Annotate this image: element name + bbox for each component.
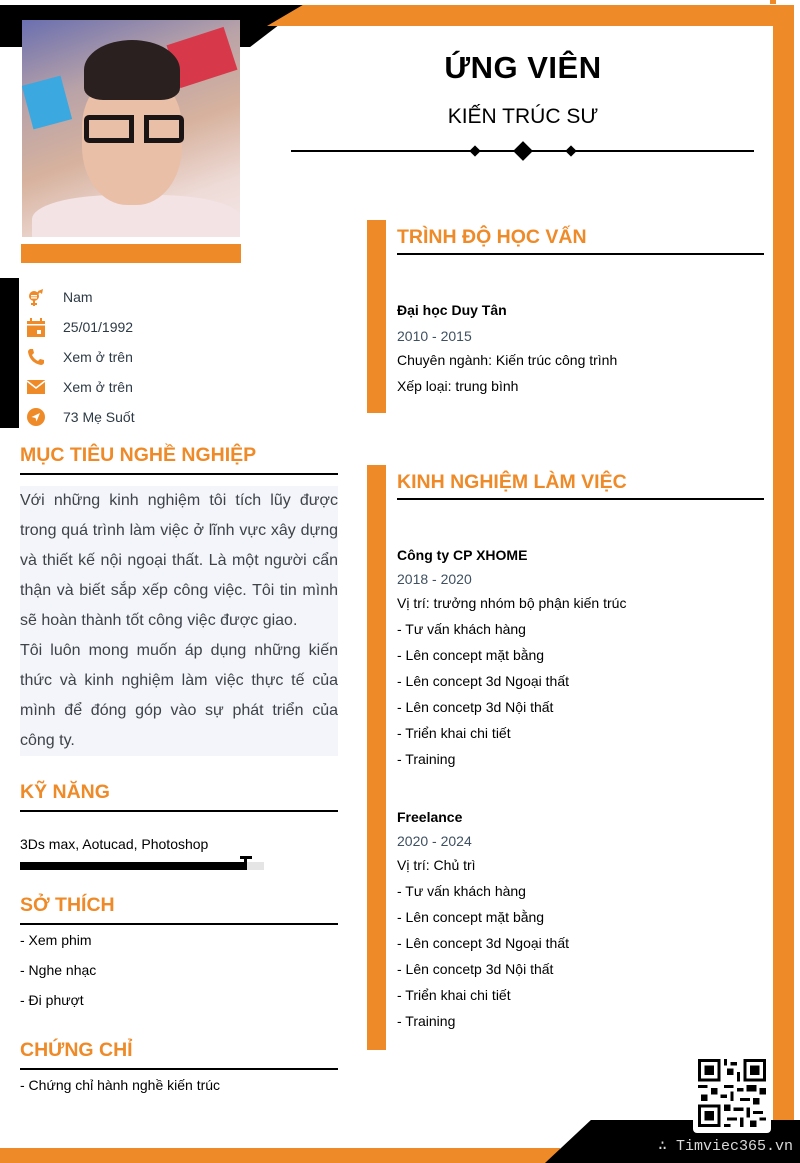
location-icon bbox=[26, 408, 45, 427]
email-icon bbox=[26, 378, 45, 397]
objective-title: MỤC TIÊU NGHỀ NGHIỆP bbox=[20, 444, 257, 466]
skill-level-bar bbox=[20, 862, 264, 870]
experience-accent-bar bbox=[367, 465, 386, 1050]
gender-icon bbox=[26, 288, 45, 307]
education-period: 2010 - 2015 bbox=[397, 328, 472, 344]
company-name: Công ty CP XHOME bbox=[397, 547, 528, 563]
education-grade: Xếp loại: trung bình bbox=[397, 378, 519, 394]
job-position: Vị trí: trưởng nhóm bộ phận kiến trúc bbox=[397, 595, 627, 611]
phone-value: Xem ở trên bbox=[63, 349, 133, 365]
right-orange-border bbox=[773, 5, 794, 1125]
education-entry bbox=[397, 300, 757, 402]
contact-info bbox=[26, 282, 326, 432]
diamond-ornament bbox=[469, 145, 480, 156]
left-black-accent bbox=[0, 278, 19, 428]
hobbies-list bbox=[20, 930, 96, 1020]
job-task: - Training bbox=[397, 1013, 456, 1029]
qr-code-icon[interactable] bbox=[693, 1053, 771, 1133]
certificates-list bbox=[20, 1075, 220, 1105]
job-task: - Lên concept mặt bằng bbox=[397, 909, 545, 925]
skill-name: 3Ds max, Aotucad, Photoshop bbox=[20, 836, 209, 852]
job-task: - Lên concept 3d Ngoại thất bbox=[397, 935, 570, 951]
contact-phone bbox=[26, 342, 326, 372]
education-major: Chuyên ngành: Kiến trúc công trình bbox=[397, 352, 618, 368]
contact-birthday bbox=[26, 312, 326, 342]
job-task: - Tư vấn khách hàng bbox=[397, 883, 526, 899]
objective-paragraph-2: Tôi luôn mong muốn áp dụng những kiến thức và kinh nghiệm làm việc thực tế của mình để đóng góp vào sự phát triển của công ty. bbox=[20, 636, 338, 756]
hobby-item: - Nghe nhạc bbox=[20, 962, 97, 978]
contact-address bbox=[26, 402, 326, 432]
job-task: - Triển khai chi tiết bbox=[397, 987, 511, 1003]
job-task: - Lên concetp 3d Nội thất bbox=[397, 961, 554, 977]
certificates-title: CHỨNG CHỈ bbox=[20, 1039, 133, 1061]
birthday-value: 25/01/1992 bbox=[63, 319, 134, 335]
job-position: Vị trí: Chủ trì bbox=[397, 857, 476, 873]
experience-title: KINH NGHIỆM LÀM VIỆC bbox=[397, 471, 627, 493]
job-task: - Triển khai chi tiết bbox=[397, 725, 511, 741]
job-task: - Lên concept 3d Ngoại thất bbox=[397, 673, 570, 689]
diamond-ornament bbox=[513, 141, 533, 161]
skills-title: KỸ NĂNG bbox=[20, 781, 110, 803]
certificates-rule bbox=[20, 1068, 338, 1070]
candidate-name: ỨNG VIÊN bbox=[444, 50, 602, 85]
hobbies-rule bbox=[20, 923, 338, 925]
objective-rule bbox=[20, 473, 338, 475]
contact-gender bbox=[26, 282, 326, 312]
calendar-icon bbox=[26, 318, 45, 337]
education-accent-bar bbox=[367, 220, 386, 413]
hobby-item: - Đi phượt bbox=[20, 992, 84, 1008]
photo-accent-bar bbox=[21, 244, 241, 263]
skill-level-marker bbox=[240, 856, 252, 859]
contact-email bbox=[26, 372, 326, 402]
top-orange-banner bbox=[267, 5, 777, 26]
skills-rule bbox=[20, 810, 338, 812]
gender-value: Nam bbox=[63, 289, 93, 305]
education-title: TRÌNH ĐỘ HỌC VẤN bbox=[397, 226, 587, 248]
diamond-ornament bbox=[565, 145, 576, 156]
job-entry bbox=[397, 545, 757, 775]
job-entry bbox=[397, 807, 757, 1037]
bottom-orange-band bbox=[0, 1148, 560, 1163]
address-value: 73 Mẹ Suốt bbox=[63, 409, 135, 425]
job-task: - Training bbox=[397, 751, 456, 767]
experience-rule bbox=[397, 498, 764, 500]
skill-level-fill bbox=[20, 862, 247, 870]
objective-paragraph-1: Với những kinh nghiệm tôi tích lũy được trong quá trình làm việc ở lĩnh vực xây dựng và thiết kế nội ngoại thất. Là một người cẩn thận và biết sắp xếp công việc. Tôi tin mình sẽ hoàn thành tốt công việc được giao. bbox=[20, 486, 338, 636]
hobbies-title: SỞ THÍCH bbox=[20, 894, 115, 916]
hobby-item: - Xem phim bbox=[20, 932, 92, 948]
job-task: - Lên concept mặt bằng bbox=[397, 647, 545, 663]
job-task: - Tư vấn khách hàng bbox=[397, 621, 526, 637]
email-value: Xem ở trên bbox=[63, 379, 133, 395]
job-period: 2018 - 2020 bbox=[397, 571, 472, 587]
top-notch bbox=[770, 0, 776, 4]
job-task: - Lên concetp 3d Nội thất bbox=[397, 699, 554, 715]
avatar-photo bbox=[22, 20, 240, 237]
phone-icon bbox=[26, 348, 45, 367]
certificate-item: - Chứng chỉ hành nghề kiến trúc bbox=[20, 1077, 221, 1093]
school-name: Đại học Duy Tân bbox=[397, 302, 507, 318]
objective-text bbox=[20, 486, 338, 756]
job-period: 2020 - 2024 bbox=[397, 833, 472, 849]
watermark-text: ∴ Timviec365.vn bbox=[658, 1138, 794, 1155]
company-name: Freelance bbox=[397, 809, 463, 825]
job-title: KIẾN TRÚC SƯ bbox=[447, 105, 599, 128]
education-rule bbox=[397, 253, 764, 255]
